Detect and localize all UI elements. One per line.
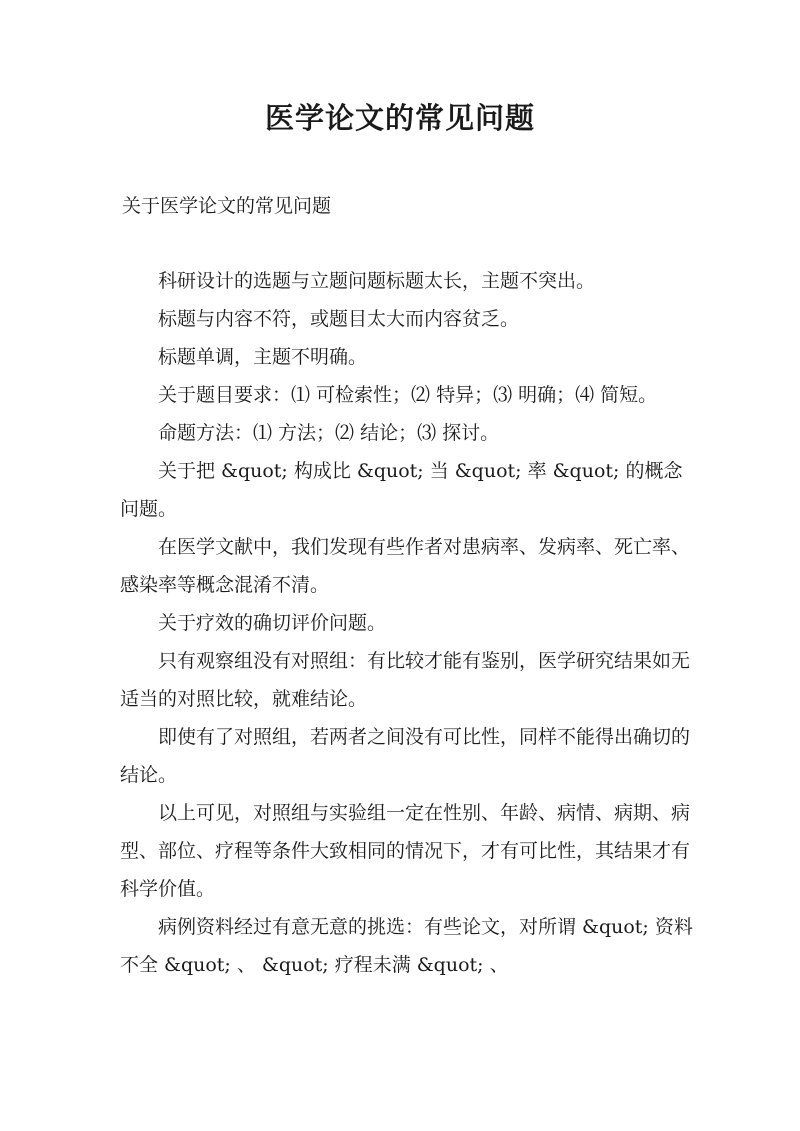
paragraph: 在医学文献中，我们发现有些作者对患病率、发病率、死亡率、感染率等概念混淆不清。	[120, 536, 691, 596]
paragraph: 以上可见，对照组与实验组一定在性别、年龄、病情、病期、病型、部位、疗程等条件大致相同的情况下，才有可比性，其结果才有科学价值。	[120, 802, 691, 900]
paragraph: 关于把 &quot; 构成比 &quot; 当 &quot; 率 &quot; 的概念问题。	[120, 460, 683, 520]
paragraph: 病例资料经过有意无意的挑选：有些论文，对所谓 &quot; 资料不全 &quot; 、 &quot; 疗程未满 &quot; 、	[120, 916, 693, 976]
paragraph: 标题单调，主题不明确。	[158, 346, 368, 368]
paragraph: 关于题目要求：⑴ 可检索性；⑵ 特异；⑶ 明确；⑷ 简短。	[158, 384, 658, 406]
paragraph: 命题方法：⑴ 方法；⑵ 结论；⑶ 探讨。	[158, 422, 500, 444]
paragraph: 即使有了对照组，若两者之间没有可比性，同样不能得出确切的结论。	[120, 726, 691, 786]
paragraph: 关于疗效的确切评价问题。	[158, 612, 387, 634]
paragraph: 标题与内容不符，或题目太大而内容贫乏。	[158, 308, 520, 330]
document-title: 医学论文的常见问题	[264, 101, 535, 135]
paragraph: 只有观察组没有对照组：有比较才能有鉴别，医学研究结果如无适当的对照比较，就难结论。	[120, 650, 691, 710]
document-body	[120, 262, 700, 984]
document-subtitle: 关于医学论文的常见问题	[122, 195, 332, 217]
paragraph: 科研设计的选题与立题问题标题太长，主题不突出。	[158, 270, 596, 292]
